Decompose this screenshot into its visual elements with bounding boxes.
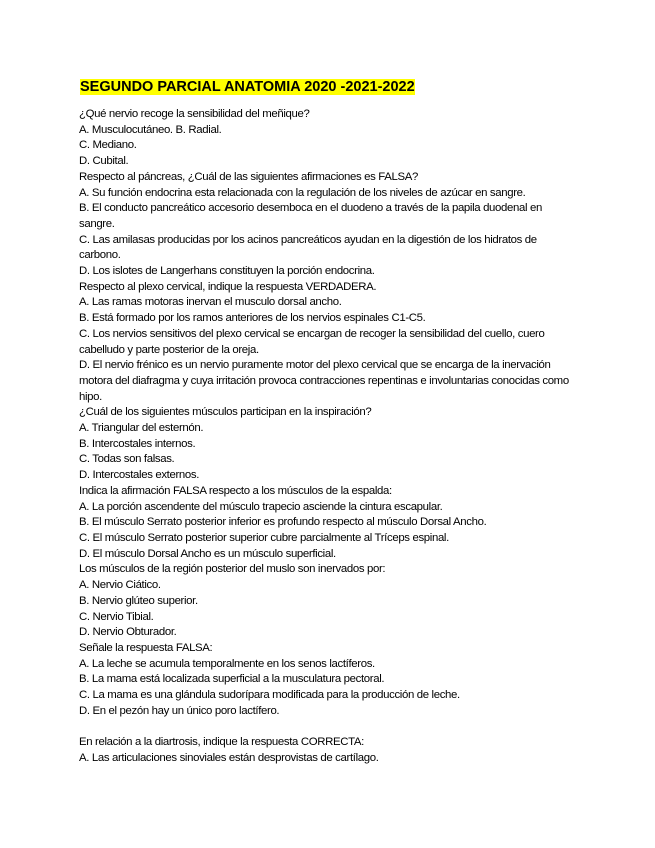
answer-option: D. El músculo Dorsal Ancho es un músculo superficial. [79,547,336,560]
answer-option: C. Mediano. [79,139,137,152]
document-title: SEGUNDO PARCIAL ANATOMIA 2020 -2021-2022 [80,79,415,95]
answer-option: C. Nervio Tibial. [79,610,154,623]
question-text: Indica la afirmación FALSA respecto a los músculos de la espalda: [79,484,392,497]
answer-option: C. La mama es una glándula sudorípara modificada para la producción de leche. [79,689,460,702]
question-3 [79,280,579,406]
question-text: Señale la respuesta FALSA: [79,641,213,654]
answer-option: B. Nervio glúteo superior. [79,594,198,607]
answer-option: B. Está formado por los ramos anteriores de los nervios espinales C1-C5. [79,312,426,325]
answer-option: A. Las ramas motoras inervan el musculo dorsal ancho. [79,296,342,309]
answer-option: C. Todas son falsas. [79,453,175,466]
question-5 [79,484,579,563]
answer-option: D. Cubital. [79,155,129,168]
question-text: Los músculos de la región posterior del muslo son inervados por: [79,563,386,576]
answer-option: A. Triangular del esternón. [79,422,204,435]
answer-option: B. Intercostales internos. [79,437,196,450]
answer-option: A. Las articulaciones sinoviales están desprovistas de cartílago. [79,751,379,764]
question-1 [79,107,579,170]
question-4 [79,405,579,484]
question-text: En relación a la diartrosis, indique la respuesta CORRECTA: [79,736,364,749]
question-text: ¿Cuál de los siguientes músculos participan en la inspiración? [79,406,372,419]
question-8 [79,735,579,766]
answer-option: D. Intercostales externos. [79,469,200,482]
question-list [79,107,579,767]
answer-option: A. Musculocutáneo. B. Radial. [79,123,222,136]
answer-option: A. Nervio Ciático. [79,579,161,592]
answer-option: D. El nervio frénico es un nervio puramente motor del plexo cervical que se encarga de la inervación motora del diafragma y cuya irritación provoca contracciones repentinas e involuntarias conocidas como hipo. [79,359,569,403]
answer-option: C. Los nervios sensitivos del plexo cervical se encargan de recoger la sensibilidad del cuello, cuero cabelludo y parte posterior de la oreja. [79,327,545,356]
question-text: Respecto al páncreas, ¿Cuál de las siguientes afirmaciones es FALSA? [79,170,418,183]
answer-option: C. El músculo Serrato posterior superior cubre parcialmente al Tríceps espinal. [79,531,449,544]
question-2 [79,170,579,280]
answer-option: A. La porción ascendente del músculo trapecio asciende la cintura escapular. [79,500,443,513]
question-text: Respecto al plexo cervical, indique la respuesta VERDADERA. [79,280,377,293]
answer-option: B. El músculo Serrato posterior inferior es profundo respecto al músculo Dorsal Ancho. [79,516,487,529]
answer-option: D. Nervio Obturador. [79,626,177,639]
blank-line [79,719,579,735]
question-6 [79,562,579,641]
document-page [79,78,579,767]
answer-option: B. La mama está localizada superficial a la musculatura pectoral. [79,673,385,686]
answer-option: A. Su función endocrina esta relacionada con la regulación de los niveles de azúcar en sangre. [79,186,526,199]
question-7 [79,641,579,720]
answer-option: D. En el pezón hay un único poro lactífero. [79,704,280,717]
question-text: ¿Qué nervio recoge la sensibilidad del meñique? [79,108,310,120]
answer-option: D. Los islotes de Langerhans constituyen la porción endocrina. [79,265,375,278]
answer-option: A. La leche se acumula temporalmente en los senos lactíferos. [79,657,375,670]
answer-option: C. Las amilasas producidas por los acinos pancreáticos ayudan en la digestión de los hidratos de carbono. [79,233,537,262]
answer-option: B. El conducto pancreático accesorio desemboca en el duodeno a través de la papila duodenal en sangre. [79,202,542,230]
